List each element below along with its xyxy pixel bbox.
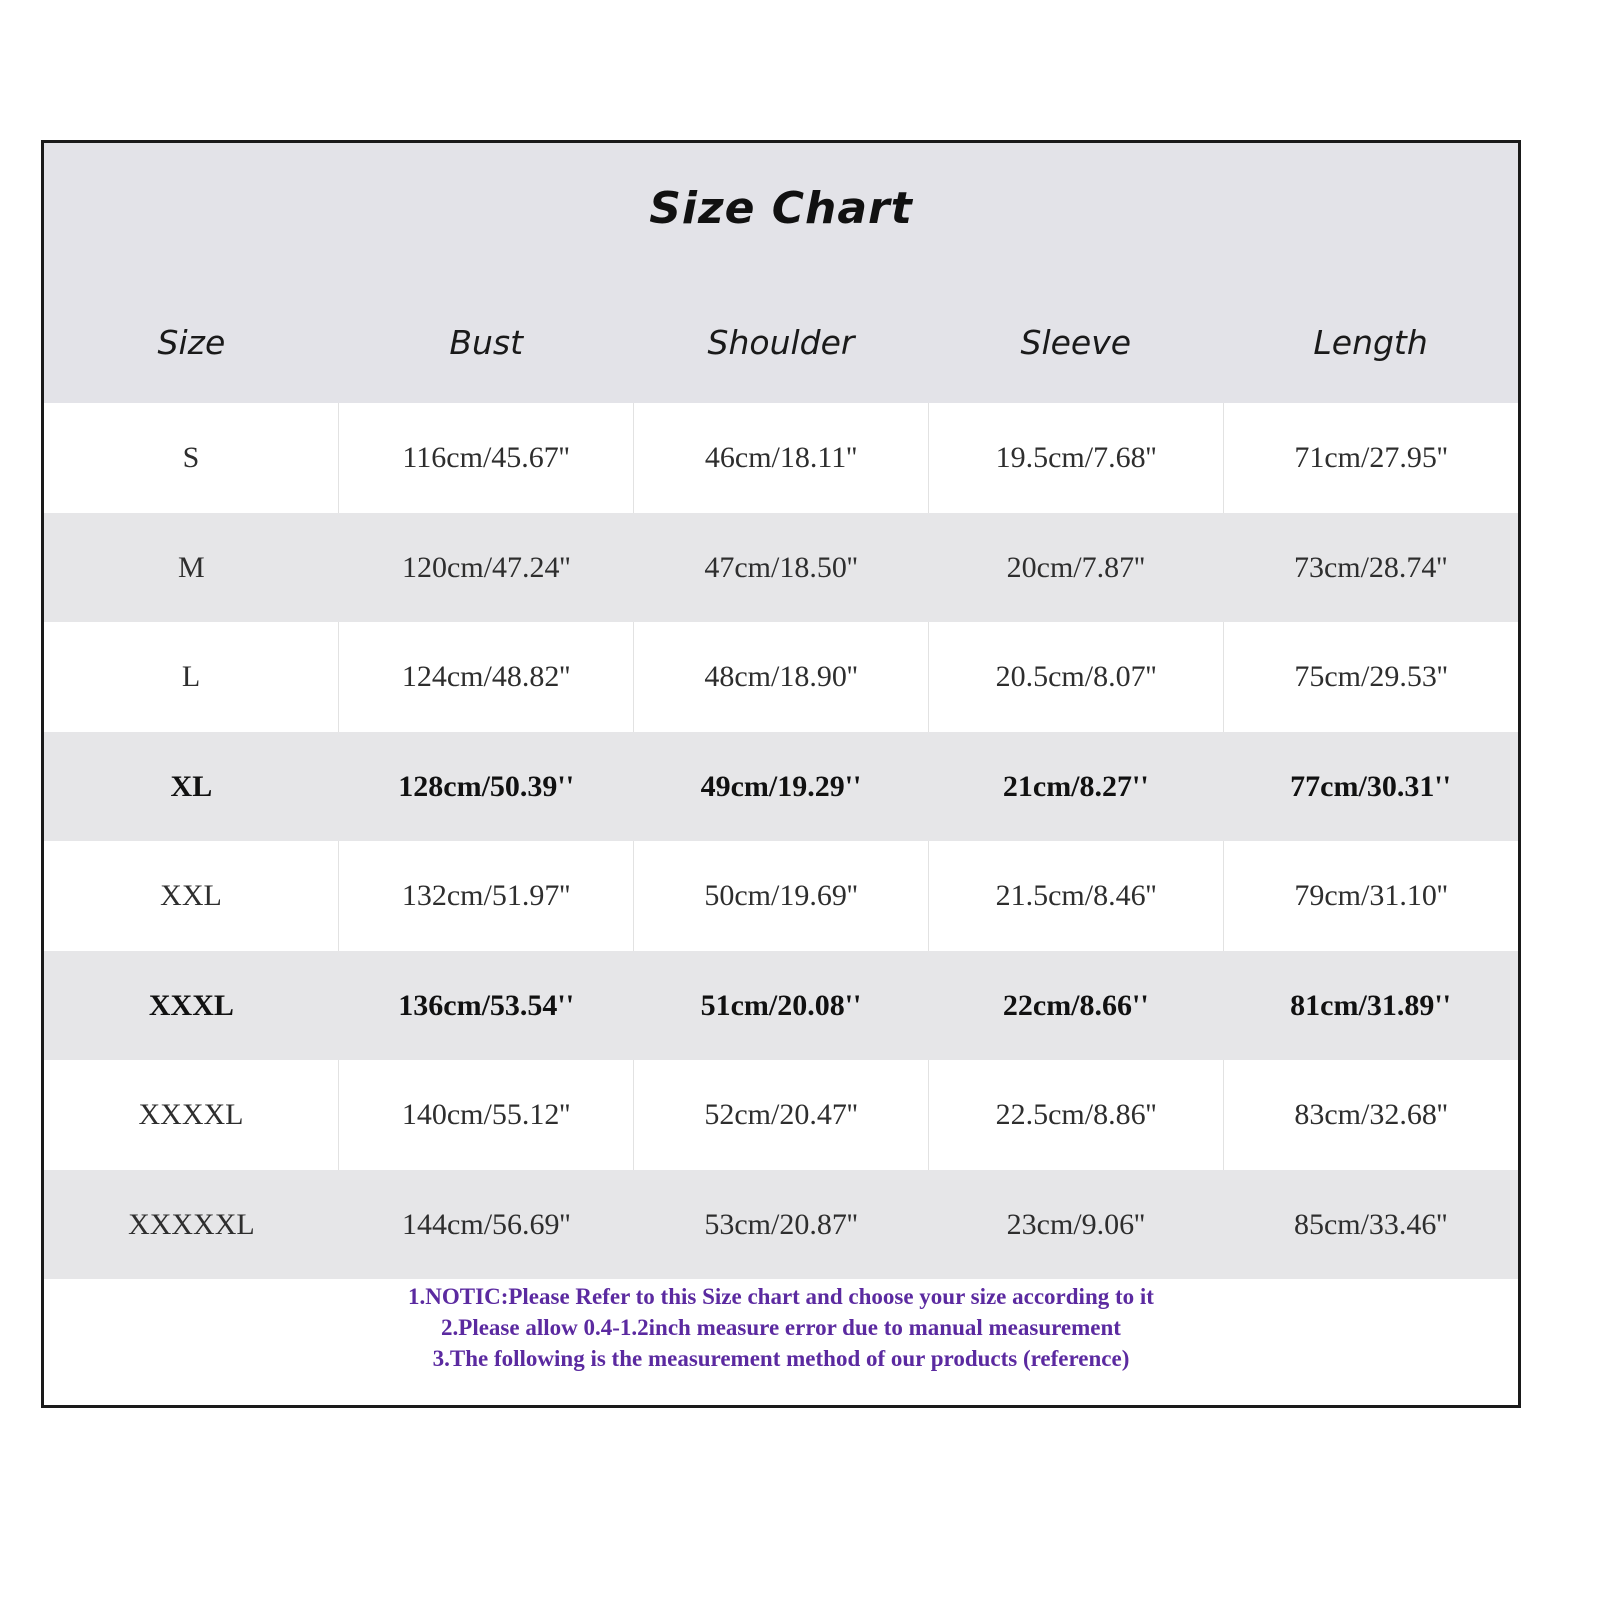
table-row bbox=[44, 732, 1518, 842]
cell-length: 83cm/32.68'' bbox=[1223, 1060, 1518, 1170]
chart-header bbox=[44, 143, 1518, 403]
cell-sleeve: 23cm/9.06'' bbox=[1006, 1207, 1145, 1241]
table-row bbox=[44, 622, 1518, 732]
cell-length: 79cm/31.10'' bbox=[1223, 841, 1518, 951]
cell-size: XXXXL bbox=[138, 1098, 244, 1131]
cell-size: L bbox=[181, 660, 201, 693]
size-notes bbox=[44, 1281, 1518, 1374]
cell-shoulder: 50cm/19.69'' bbox=[633, 841, 928, 951]
note-line: 3.The following is the measurement method of our products (reference) bbox=[432, 1346, 1130, 1371]
column-header-length: Length bbox=[1313, 323, 1428, 362]
cell-bust: 132cm/51.97'' bbox=[338, 841, 633, 951]
cell-length: 81cm/31.89'' bbox=[1290, 988, 1451, 1022]
chart-title: Size Chart bbox=[649, 183, 913, 234]
cell-shoulder: 52cm/20.47'' bbox=[633, 1060, 928, 1170]
cell-size: S bbox=[182, 441, 200, 474]
table-row bbox=[44, 841, 1518, 951]
table-row bbox=[44, 951, 1518, 1061]
cell-bust: 140cm/55.12'' bbox=[338, 1060, 633, 1170]
cell-shoulder: 48cm/18.90'' bbox=[633, 622, 928, 732]
cell-sleeve: 22.5cm/8.86'' bbox=[928, 1060, 1223, 1170]
table-row bbox=[44, 1170, 1518, 1280]
cell-shoulder: 51cm/20.08'' bbox=[700, 988, 862, 1022]
column-header-size: Size bbox=[157, 323, 226, 362]
cell-size: M bbox=[178, 550, 205, 584]
column-header-sleeve: Sleeve bbox=[1020, 323, 1132, 362]
cell-sleeve: 21.5cm/8.46'' bbox=[928, 841, 1223, 951]
cell-shoulder: 53cm/20.87'' bbox=[704, 1207, 858, 1241]
cell-bust: 144cm/56.69'' bbox=[402, 1207, 571, 1241]
cell-size: XXL bbox=[160, 879, 222, 912]
cell-shoulder: 47cm/18.50'' bbox=[704, 550, 858, 584]
cell-length: 75cm/29.53'' bbox=[1223, 622, 1518, 732]
table-row bbox=[44, 1060, 1518, 1170]
column-headers bbox=[44, 308, 1518, 378]
cell-bust: 136cm/53.54'' bbox=[398, 988, 575, 1022]
cell-length: 77cm/30.31'' bbox=[1290, 769, 1451, 803]
cell-length: 73cm/28.74'' bbox=[1293, 550, 1448, 584]
size-table-body bbox=[44, 403, 1518, 1279]
column-header-bust: Bust bbox=[449, 323, 524, 362]
cell-shoulder: 46cm/18.11'' bbox=[633, 403, 928, 513]
cell-sleeve: 19.5cm/7.68'' bbox=[928, 403, 1223, 513]
cell-length: 85cm/33.46'' bbox=[1293, 1207, 1448, 1241]
note-line: 1.NOTIC:Please Refer to this Size chart and choose your size according to it bbox=[408, 1284, 1154, 1309]
cell-length: 71cm/27.95'' bbox=[1223, 403, 1518, 513]
cell-size: XXXXXL bbox=[128, 1207, 255, 1241]
cell-sleeve: 22cm/8.66'' bbox=[1002, 988, 1149, 1022]
cell-bust: 128cm/50.39'' bbox=[398, 769, 575, 803]
size-chart bbox=[41, 140, 1521, 1408]
cell-sleeve: 20cm/7.87'' bbox=[1006, 550, 1145, 584]
cell-bust: 120cm/47.24'' bbox=[402, 550, 571, 584]
column-header-shoulder: Shoulder bbox=[707, 323, 855, 362]
cell-size: XXXL bbox=[148, 988, 234, 1022]
cell-sleeve: 21cm/8.27'' bbox=[1002, 769, 1149, 803]
cell-shoulder: 49cm/19.29'' bbox=[700, 769, 862, 803]
note-line: 2.Please allow 0.4-1.2inch measure error due to manual measurement bbox=[441, 1315, 1121, 1340]
cell-bust: 116cm/45.67'' bbox=[338, 403, 633, 513]
cell-size: XL bbox=[170, 769, 213, 803]
cell-sleeve: 20.5cm/8.07'' bbox=[928, 622, 1223, 732]
table-row bbox=[44, 513, 1518, 623]
table-row bbox=[44, 403, 1518, 513]
cell-bust: 124cm/48.82'' bbox=[338, 622, 633, 732]
